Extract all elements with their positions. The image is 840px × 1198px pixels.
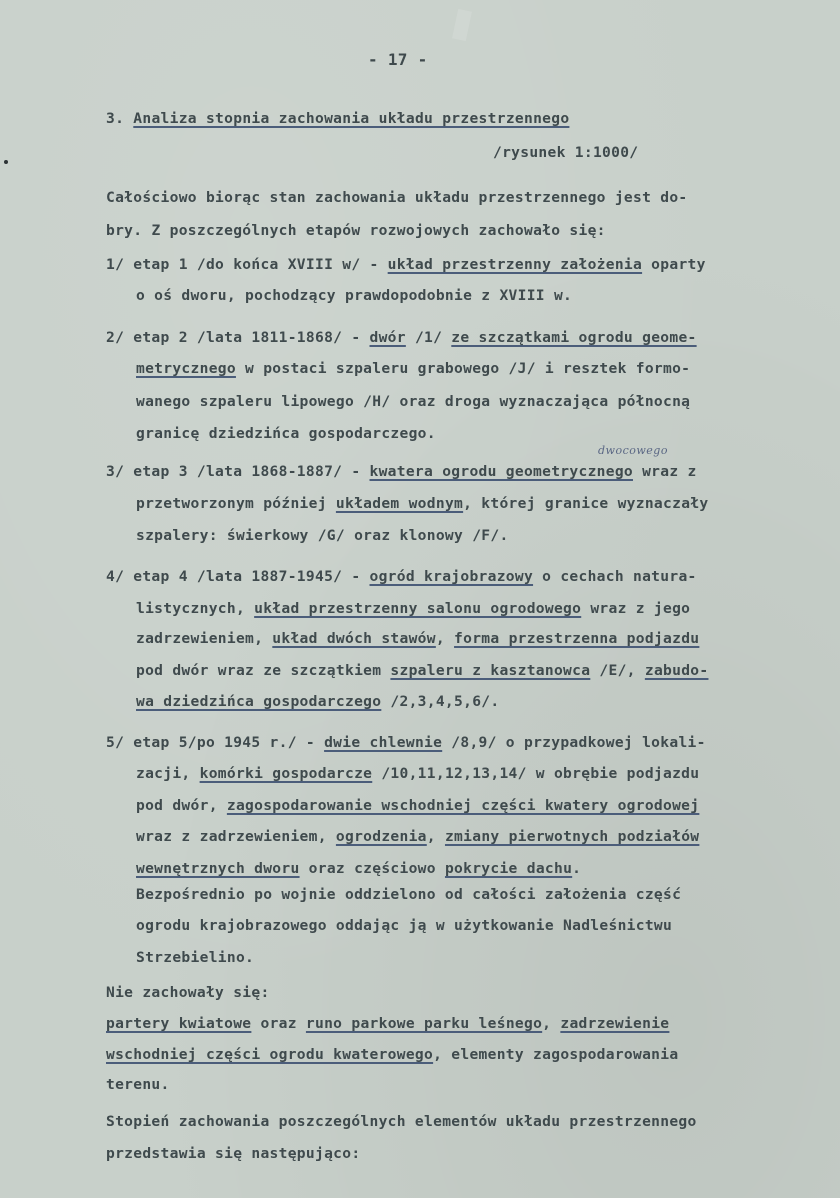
not-preserved-underlined-4: wschodniej części ogrodu kwaterowego bbox=[106, 1046, 434, 1063]
intro-line-1: Całościowo biorąc stan zachowania układu przestrzennego jest do- bbox=[106, 189, 688, 206]
page-number: - 17 - bbox=[368, 50, 428, 69]
stage-4-text-h: /E/, bbox=[590, 662, 645, 679]
stage-3-text-d: , której granice wyznaczały bbox=[463, 495, 709, 512]
stage-4-text-i: /2,3,4,5,6/. bbox=[381, 693, 500, 710]
stage-2-line-2 bbox=[136, 360, 690, 378]
stage-2-line-3: wanego szpaleru lipowego /H/ oraz droga wyznaczająca północną bbox=[136, 393, 691, 410]
not-preserved-line-2 bbox=[106, 1046, 678, 1064]
not-preserved-heading: Nie zachowały się: bbox=[106, 984, 270, 1001]
stage-1-underlined: układ przestrzenny założenia bbox=[387, 256, 643, 273]
stage-5-text-f: wraz z zadrzewieniem, bbox=[136, 828, 336, 845]
stage-2-underlined-1: dwór bbox=[369, 329, 406, 346]
stage-5-line-7: ogrodu krajobrazowego oddając ją w użytkowanie Nadleśnictwu bbox=[136, 917, 673, 934]
stage-5-underlined-6: wewnętrznych dworu bbox=[136, 860, 300, 877]
stage-4-text-e: zadrzewieniem, bbox=[136, 630, 273, 647]
stage-5-text-h: oraz częściowo bbox=[299, 860, 445, 877]
stage-3-line-1 bbox=[106, 463, 697, 481]
closing-line-1: Stopień zachowania poszczególnych elementów układu przestrzennego bbox=[106, 1113, 697, 1130]
intro-line-2a: bry. bbox=[106, 222, 143, 239]
stage-5-text-i: . bbox=[572, 860, 582, 877]
stage-2-line-1 bbox=[106, 329, 697, 347]
stage-3-line-2 bbox=[136, 495, 708, 513]
stage-4-line-5 bbox=[136, 693, 499, 711]
stage-5-line-2 bbox=[136, 765, 699, 783]
stage-2-line-4: granicę dziedzińca gospodarczego. bbox=[136, 425, 436, 442]
stage-5-line-3 bbox=[136, 797, 699, 815]
stage-4-underlined-5: szpaleru z kasztanowca bbox=[390, 662, 591, 679]
stage-1-text-b: oparty bbox=[642, 256, 706, 273]
stage-4-underlined-4: forma przestrzenna podjazdu bbox=[454, 630, 700, 647]
stage-5-line-6: Bezpośrednio po wojnie oddzielono od całości założenia część bbox=[136, 886, 682, 903]
stage-2-text-c: w postaci szpaleru grabowego /J/ i resztek formo- bbox=[235, 360, 691, 377]
stage-1-line-1 bbox=[106, 256, 706, 274]
stage-1-line-2: o oś dworu, pochodzący prawdopodobnie z XVIII w. bbox=[136, 287, 573, 304]
section-scale: /rysunek 1:1000/ bbox=[493, 144, 639, 161]
closing-line-2: przedstawia się następująco: bbox=[106, 1145, 361, 1162]
not-preserved-text-a: oraz bbox=[251, 1015, 306, 1032]
stage-4-underlined-2: układ przestrzenny salonu ogrodowego bbox=[254, 600, 582, 617]
not-preserved-underlined-1: partery kwiatowe bbox=[106, 1015, 252, 1032]
stage-2-underlined-2: ze szczątkami ogrodu geome- bbox=[451, 329, 697, 346]
stage-4-text-b: o cechach natura- bbox=[533, 568, 697, 585]
stage-5-line-1 bbox=[106, 734, 706, 752]
stage-5-underlined: dwie chlewnie bbox=[324, 734, 443, 751]
not-preserved-line-3: terenu. bbox=[106, 1076, 170, 1093]
paper-smudge bbox=[452, 9, 472, 41]
stage-1-text-a: 1/ etap 1 /do końca XVIII w/ - bbox=[106, 256, 388, 273]
stage-5-underlined-5: zmiany pierwotnych podziałów bbox=[444, 828, 700, 845]
stage-5-line-4 bbox=[136, 828, 699, 846]
stage-5-text-a: 5/ etap 5/po 1945 r./ - bbox=[106, 734, 325, 751]
stage-4-underlined-6: zabudo- bbox=[644, 662, 709, 679]
stage-3-text-c: przetworzonym później bbox=[136, 495, 336, 512]
stage-2-text-b: /1/ bbox=[405, 329, 452, 346]
stage-2-text-a: 2/ etap 2 /lata 1811-1868/ - bbox=[106, 329, 370, 346]
stage-2-underlined-3: metrycznego bbox=[136, 360, 236, 377]
section-number: 3. bbox=[106, 110, 125, 127]
not-preserved-line-1 bbox=[106, 1015, 669, 1033]
stage-4-underlined-3: układ dwóch stawów bbox=[272, 630, 436, 647]
stage-3-underlined: kwatera ogrodu geometrycznego bbox=[369, 463, 633, 480]
stage-3-underlined-2: układem wodnym bbox=[335, 495, 464, 512]
stage-3-text-b: wraz z bbox=[633, 463, 697, 480]
section-title: Analiza stopnia zachowania układu przestrzennego bbox=[133, 110, 570, 127]
stage-5-text-e: pod dwór, bbox=[136, 797, 227, 814]
stage-5-text-g: , bbox=[426, 828, 445, 845]
stage-4-text-g: pod dwór wraz ze szczątkiem bbox=[136, 662, 391, 679]
section-heading bbox=[106, 110, 569, 128]
stage-4-text-f: , bbox=[435, 630, 455, 647]
stage-4-line-4 bbox=[136, 662, 708, 680]
not-preserved-underlined-2: runo parkowe parku leśnego bbox=[305, 1015, 543, 1032]
stage-3-line-3: szpalery: świerkowy /G/ oraz klonowy /F/. bbox=[136, 527, 509, 544]
ink-dot bbox=[4, 160, 8, 164]
stage-5-line-8: Strzebielino. bbox=[136, 949, 255, 966]
stage-5-line-5 bbox=[136, 860, 581, 878]
not-preserved-underlined-3: zadrzewienie bbox=[560, 1015, 670, 1032]
not-preserved-text-c: , elementy zagospodarowania bbox=[433, 1046, 679, 1063]
stage-4-underlined: ogród krajobrazowy bbox=[369, 568, 534, 585]
stage-4-text-c: listycznych, bbox=[136, 600, 255, 617]
stage-5-text-c: zacji, bbox=[136, 765, 200, 782]
stage-4-text-d: wraz z jego bbox=[581, 600, 691, 617]
stage-5-text-b: /8,9/ o przypadkowej lokali- bbox=[442, 734, 706, 751]
handwritten-annotation: dwocowego bbox=[598, 444, 668, 457]
stage-5-underlined-3: zagospodarowanie wschodniej części kwatery ogrodowej bbox=[226, 797, 700, 814]
stage-5-underlined-4: ogrodzenia bbox=[335, 828, 427, 845]
stage-5-text-d: /10,11,12,13,14/ w obrębie podjazdu bbox=[372, 765, 700, 782]
stage-5-underlined-7: pokrycie dachu bbox=[444, 860, 573, 877]
stage-4-line-3 bbox=[136, 630, 699, 648]
stage-4-line-1 bbox=[106, 568, 697, 586]
intro-line-2 bbox=[106, 222, 606, 240]
stage-4-line-2 bbox=[136, 600, 690, 618]
stage-3-text-a: 3/ etap 3 /lata 1868-1887/ - bbox=[106, 463, 370, 480]
stage-4-text-a: 4/ etap 4 /lata 1887-1945/ - bbox=[106, 568, 370, 585]
stage-4-underlined-7: wa dziedzińca gospodarczego bbox=[136, 693, 382, 710]
intro-line-2b: Z poszczególnych etapów rozwojowych zachowało się: bbox=[142, 222, 606, 239]
not-preserved-text-b: , bbox=[542, 1015, 561, 1032]
stage-5-underlined-2: komórki gospodarcze bbox=[199, 765, 373, 782]
